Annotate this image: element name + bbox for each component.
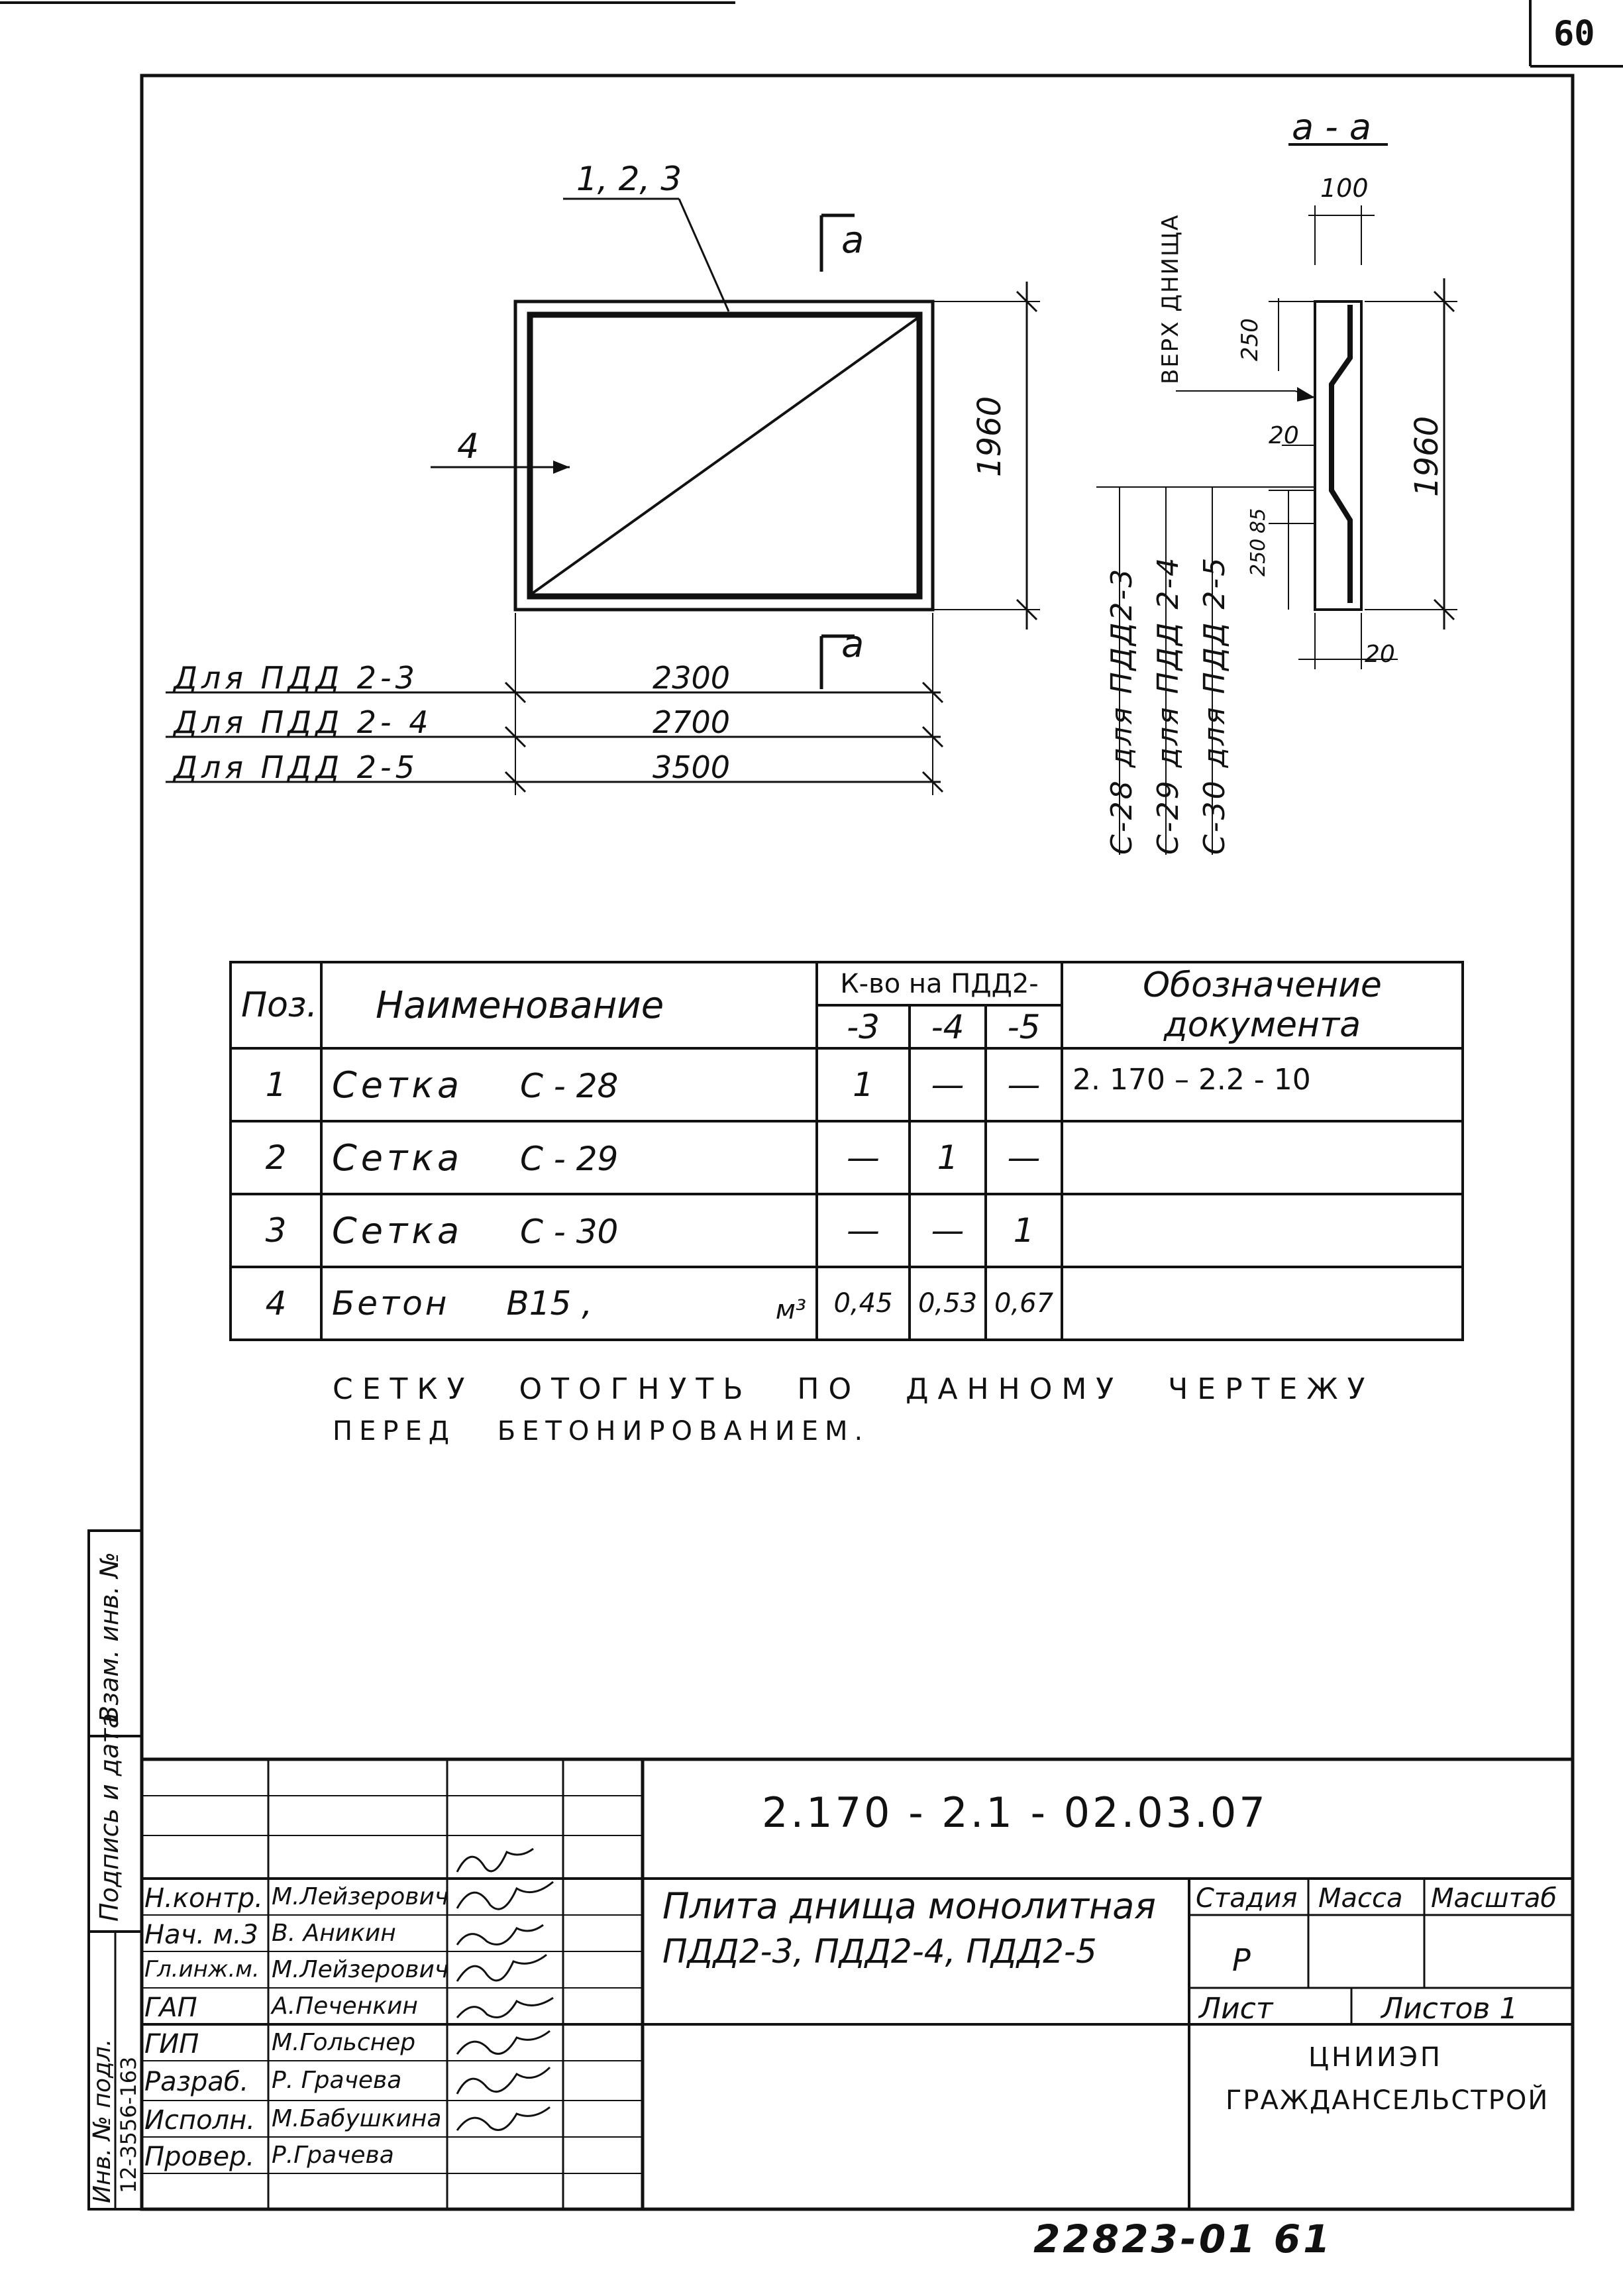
row-pos: 4 [231, 1267, 321, 1340]
person-role: Провер. [144, 2142, 255, 2172]
section-verh-label: ВЕРХ ДНИЩА [1157, 213, 1184, 384]
mass-header: Масса [1318, 1883, 1403, 1914]
person-role: ГАП [144, 1993, 197, 2023]
row-q5: 1 [986, 1194, 1062, 1267]
person-name: М.Лейзерович [272, 1956, 449, 1983]
person-role: Гл.инж.м. [144, 1956, 260, 1983]
row-q4: 0,53 [910, 1267, 986, 1340]
person-role: Разраб. [144, 2067, 249, 2097]
row-q3: 0,45 [817, 1267, 910, 1340]
org-line-1: ЦНИИЭП [1308, 2042, 1443, 2073]
org-line-2: ГРАЖДАНСЕЛЬСТРОЙ [1226, 2085, 1549, 2116]
width-row-value-1: 2300 [653, 660, 731, 696]
stage-header: Стадия [1196, 1883, 1298, 1914]
person-role: Нач. м.3 [144, 1920, 258, 1950]
row-name [321, 1194, 817, 1267]
width-row-value-3: 3500 [653, 749, 731, 785]
section-title: а - а [1292, 106, 1371, 148]
row-q4: 1 [910, 1121, 986, 1194]
section-dim-20-bottom: 20 [1365, 641, 1395, 668]
row-q5: — [986, 1121, 1062, 1194]
mesh-label-c29: С-29 для ПДД 2-4 [1151, 555, 1185, 855]
stage-value: Р [1232, 1942, 1251, 1978]
row-mark: В15 , [506, 1284, 593, 1323]
width-row-label-3: Для ПДД 2-5 [174, 749, 419, 785]
row-q5: — [986, 1048, 1062, 1121]
person-name: В. Аникин [272, 1920, 396, 1947]
row-name [321, 1048, 817, 1121]
person-name: Р. Грачева [272, 2067, 402, 2094]
section-dim-20-mid: 20 [1269, 422, 1299, 449]
header-qty-5: -5 [986, 1005, 1062, 1048]
sheet-number: 60 [1553, 14, 1595, 54]
row-pos: 1 [231, 1048, 321, 1121]
person-name: Р.Грачева [272, 2142, 394, 2169]
person-role: Исполн. [144, 2105, 255, 2136]
table-row [231, 1194, 1463, 1267]
row-pos: 3 [231, 1194, 321, 1267]
note-line-1: СЕТКУ ОТОГНУТЬ ПО ДАННОМУ ЧЕРТЕЖУ [333, 1372, 1375, 1406]
header-qty: К-во на ПДД2- [817, 962, 1062, 1005]
side-stamp-inv-value: 12-3556-163 [116, 2056, 141, 2193]
spec-table [229, 961, 1464, 1341]
section-dim-1960: 1960 [1408, 415, 1445, 497]
header-doc: Обозначение документа [1062, 962, 1463, 1048]
cut-mark-top: a [841, 219, 864, 262]
row-doc [1062, 1194, 1463, 1267]
archive-number: 22823-01 61 [1033, 2216, 1333, 2262]
section-dim-250-top: 250 [1237, 318, 1263, 361]
row-q4: — [910, 1048, 986, 1121]
row-name-text: Сетка [332, 1209, 464, 1252]
side-stamp-podpis: Подпись и дата [95, 1713, 124, 1922]
width-row-value-2: 2700 [653, 704, 731, 740]
row-doc: 2. 170 – 2.2 - 10 [1062, 1048, 1463, 1121]
row-name-text: Бетон [332, 1284, 450, 1323]
width-row-label-1: Для ПДД 2-3 [174, 660, 419, 696]
row-name [321, 1267, 817, 1340]
row-name-text: Сетка [332, 1064, 464, 1106]
side-stamp-inv: Инв. № подл. [89, 2038, 116, 2203]
row-unit: м³ [775, 1295, 806, 1325]
header-name: Наименование [321, 962, 817, 1048]
cut-mark-bottom: a [841, 623, 864, 666]
title-line-2: ПДД2-3, ПДД2-4, ПДД2-5 [662, 1932, 1097, 1971]
table-row [231, 1267, 1463, 1340]
row-mark: С - 30 [520, 1212, 619, 1251]
row-doc [1062, 1267, 1463, 1340]
side-stamp-vzam: Взам. инв. № [95, 1551, 124, 1723]
row-q4: — [910, 1194, 986, 1267]
sheets-header: Листов 1 [1381, 1992, 1518, 2026]
person-name: А.Печенкин [272, 1993, 418, 2020]
note-line-2: ПЕРЕД БЕТОНИРОВАНИЕМ. [333, 1416, 870, 1447]
section-view [1096, 144, 1457, 855]
table-row [231, 1048, 1463, 1121]
section-dim-100: 100 [1320, 174, 1369, 203]
row-name [321, 1121, 817, 1194]
row-mark: С - 29 [520, 1139, 619, 1178]
mesh-label-c28: С-28 для ПДД2-3 [1105, 567, 1139, 855]
table-row [231, 1121, 1463, 1194]
leader-label-123: 1, 2, 3 [576, 160, 682, 198]
doc-code: 2.170 - 2.1 - 02.03.07 [762, 1788, 1268, 1837]
row-q3: — [817, 1121, 910, 1194]
mesh-label-c30: С-30 для ПДД 2-5 [1198, 555, 1231, 855]
row-q3: — [817, 1194, 910, 1267]
row-q3: 1 [817, 1048, 910, 1121]
header-qty-3: -3 [817, 1005, 910, 1048]
width-row-label-2: Для ПДД 2- 4 [174, 704, 433, 740]
scale-header: Масштаб [1431, 1883, 1557, 1914]
person-name: М.Гольснер [272, 2029, 416, 2056]
header-qty-4: -4 [910, 1005, 986, 1048]
title-line-1: Плита днища монолитная [662, 1885, 1156, 1927]
section-dim-85: 85 [1247, 508, 1270, 533]
person-role: ГИП [144, 2029, 199, 2059]
person-role: Н.контр. [144, 1883, 263, 1914]
leader-label-4: 4 [457, 427, 480, 466]
plan-height-dim: 1960 [971, 396, 1008, 477]
header-pos: Поз. [231, 962, 321, 1048]
row-pos: 2 [231, 1121, 321, 1194]
person-name: М.Лейзерович [272, 1883, 449, 1910]
row-doc [1062, 1121, 1463, 1194]
sheet-header: Лист [1199, 1992, 1273, 2026]
row-mark: С - 28 [520, 1066, 619, 1105]
row-q5: 0,67 [986, 1267, 1062, 1340]
row-name-text: Сетка [332, 1136, 464, 1179]
section-dim-250: 250 [1247, 538, 1270, 576]
person-name: М.Бабушкина [272, 2105, 442, 2132]
